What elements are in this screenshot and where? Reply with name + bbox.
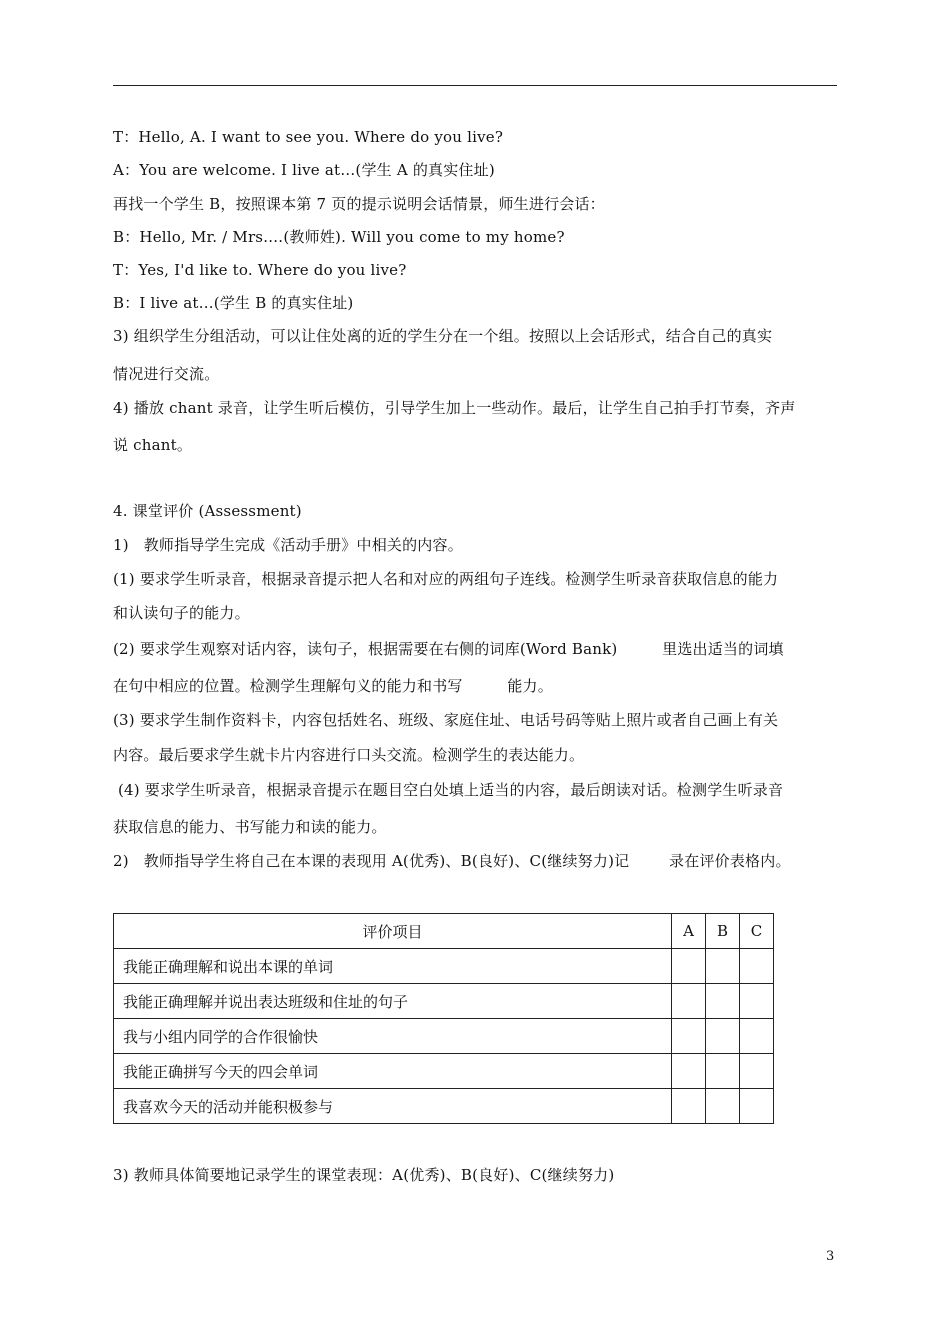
dialogue-line: B：I live at…(学生 B 的真实住址) <box>113 294 354 312</box>
grade-cell <box>740 1089 774 1124</box>
step-4-text: 说 chant。 <box>113 436 193 454</box>
grade-cell <box>672 984 706 1019</box>
grade-cell <box>672 1019 706 1054</box>
grade-cell <box>740 984 774 1019</box>
grade-cell <box>672 1054 706 1089</box>
assessment-item: (2) 要求学生观察对话内容，读句子，根据需要在右侧的词库(Word Bank) 里选出适当的词填 <box>113 640 784 658</box>
header-cell: 评价项目 <box>114 914 672 949</box>
item-cell: 我能正确理解并说出表达班级和住址的句子 <box>114 984 672 1019</box>
table-row <box>114 1019 774 1054</box>
grade-cell <box>672 949 706 984</box>
assessment-item: (4) 要求学生听录音，根据录音提示在题目空白处填上适当的内容，最后朗读对话。检测学生听录音 <box>113 781 784 799</box>
table-row <box>114 949 774 984</box>
item-cell: 我能正确拼写今天的四会单词 <box>114 1054 672 1089</box>
grade-cell <box>706 984 740 1019</box>
dialogue-line: B：Hello, Mr. / Mrs.…(教师姓). Will you come to my home? <box>113 228 565 246</box>
dialogue-line: A：You are welcome. I live at…(学生 A 的真实住址) <box>113 161 495 179</box>
grade-cell <box>706 949 740 984</box>
section-heading: 4. 课堂评价 (Assessment) <box>113 502 302 520</box>
grade-cell <box>706 1054 740 1089</box>
grade-cell <box>740 949 774 984</box>
step-3-text: 3) 组织学生分组活动，可以让住处离的近的学生分在一个组。按照以上会话形式，结合自己的真实 <box>113 327 773 345</box>
instruction-line: 再找一个学生 B，按照课本第 7 页的提示说明会话情景，师生进行会话： <box>113 195 605 213</box>
table-row <box>114 1054 774 1089</box>
grade-cell <box>740 1019 774 1054</box>
header-rule <box>113 85 837 86</box>
step-4-text: 4) 播放 chant 录音，让学生听后模仿，引导学生加上一些动作。最后，让学生自己拍手打节奏，齐声 <box>113 399 796 417</box>
assessment-item: (3) 要求学生制作资料卡，内容包括姓名、班级、家庭住址、电话号码等贴上照片或者自己画上有关 <box>113 711 779 729</box>
item-cell: 我与小组内同学的合作很愉快 <box>114 1019 672 1054</box>
table-row <box>114 984 774 1019</box>
grade-cell <box>706 1089 740 1124</box>
table-header-row <box>114 914 774 949</box>
item-cell: 我喜欢今天的活动并能积极参与 <box>114 1089 672 1124</box>
header-cell: B <box>706 914 740 949</box>
assessment-item: 内容。最后要求学生就卡片内容进行口头交流。检测学生的表达能力。 <box>113 746 585 764</box>
assessment-item: 1) 教师指导学生完成《活动手册》中相关的内容。 <box>113 536 463 554</box>
evaluation-table <box>113 913 774 1124</box>
table-row <box>114 1089 774 1124</box>
assessment-item: 获取信息的能力、书写能力和读的能力。 <box>113 818 387 836</box>
header-cell: A <box>672 914 706 949</box>
page-number: 3 <box>826 1249 835 1264</box>
grade-cell <box>740 1054 774 1089</box>
assessment-item: 在句中相应的位置。检测学生理解句义的能力和书写 能力。 <box>113 677 553 695</box>
header-cell: C <box>740 914 774 949</box>
assessment-item: 和认读句子的能力。 <box>113 604 250 622</box>
grade-cell <box>706 1019 740 1054</box>
assessment-item: (1) 要求学生听录音，根据录音提示把人名和对应的两组句子连线。检测学生听录音获取信息的能力 <box>113 570 779 588</box>
dialogue-line: T：Hello, A. I want to see you. Where do you live? <box>113 128 504 146</box>
item-cell: 我能正确理解和说出本课的单词 <box>114 949 672 984</box>
assessment-item: 2) 教师指导学生将自己在本课的表现用 A(优秀)、B(良好)、C(继续努力)记 录在评价表格内。 <box>113 852 791 870</box>
step-3-text: 情况进行交流。 <box>113 365 220 383</box>
assessment-item: 3) 教师具体简要地记录学生的课堂表现：A(优秀)、B(良好)、C(继续努力) <box>113 1166 615 1184</box>
grade-cell <box>672 1089 706 1124</box>
dialogue-line: T：Yes, I'd like to. Where do you live? <box>113 261 407 279</box>
